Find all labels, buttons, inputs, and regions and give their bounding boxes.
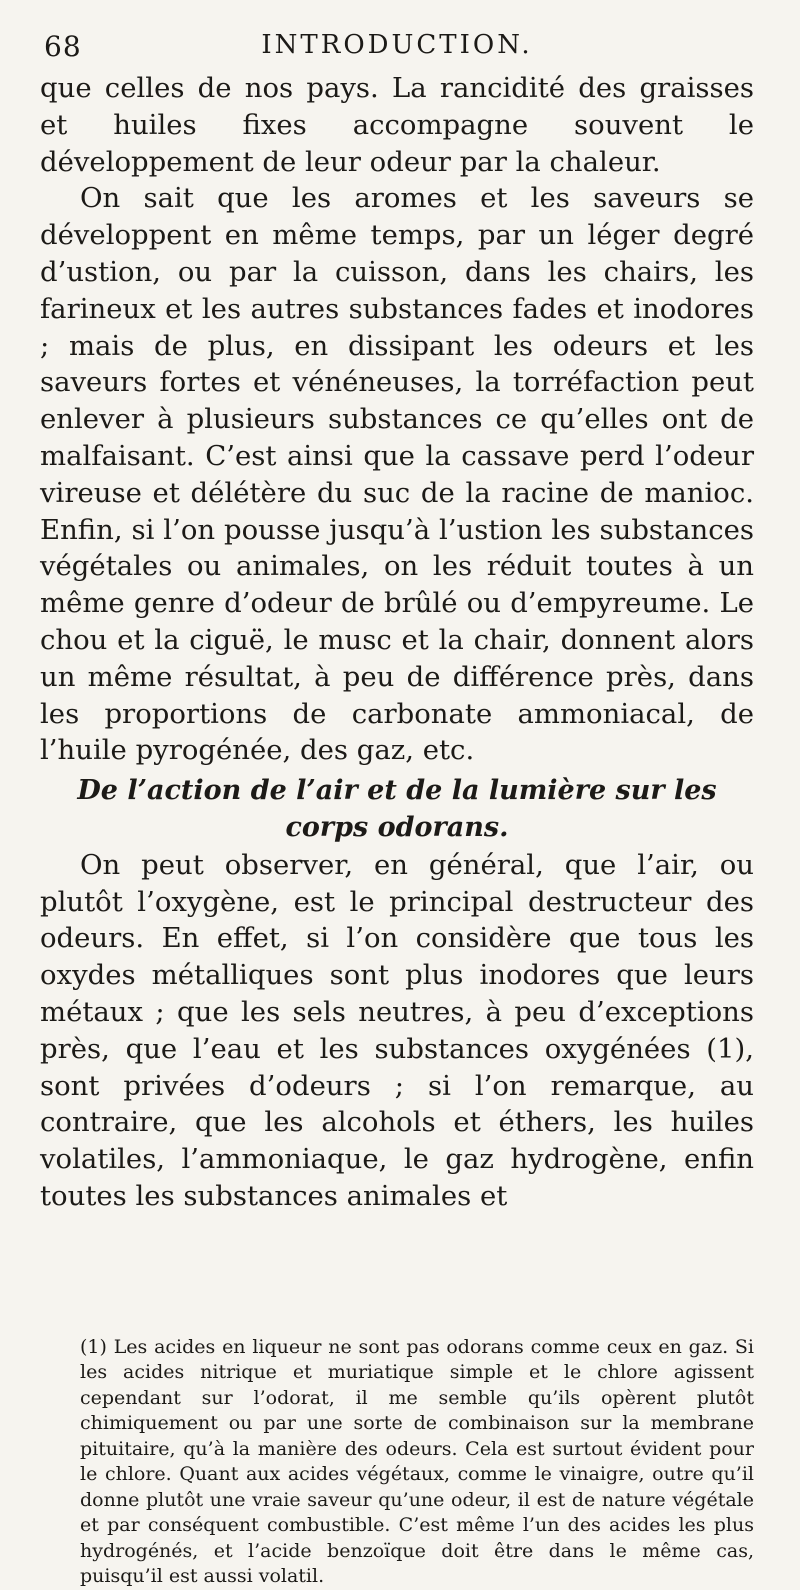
paragraph-continuation: que celles de nos pays. La rancidité des graisses et huiles fixes accompagne souvent le développement de leur odeur par la chaleur.: [40, 72, 754, 178]
footnote: [40, 1335, 754, 1590]
section-heading: De l’action de l’air et de la lumière sur les corps odorans.: [77, 775, 717, 843]
paragraph-roasting: On sait que les aromes et les saveurs se développent en même temps, par un léger degré d’ustion, ou par la cuisson, dans les chairs, les farineux et les autres substances fades et inodores ; mais de plus, en dissipant les odeurs et les saveurs fortes et vénéneuses, la torréfaction peut enlever à plusieurs substances ce qu’elles ont de malfaisant. C’est ainsi que la cassave perd l’odeur vireuse et délétère du suc de la racine de manioc. Enfin, si l’on pousse jusqu’à l’ustion les substances végétales ou animales, on les réduit toutes à un même genre d’odeur de brûlé ou d’empyreume. Le chou et la ciguë, le musc et la chair, donnent alors un même résultat, à peu de différence près, dans les proportions de carbonate ammoniacal, de l’huile pyrogénée, des gaz, etc.: [40, 182, 754, 767]
running-title: INTRODUCTION.: [261, 30, 533, 60]
footnote-text: (1) Les acides en liqueur ne sont pas odorans comme ceux en gaz. Si les acides nitrique et muriatique simple et le chlore agissent cependant sur l’odorat, il me semble qu’ils opèrent plutôt chimiquement ou par une sorte de combinaison sur la membrane pituitaire, qu’à la manière des odeurs. Cela est surtout évident pour le chlore. Quant aux acides végétaux, comme le vinaigre, outre qu’il donne plutôt une vraie saveur qu’une odeur, il est de nature végétale et par conséquent combustible. C’est même l’un des acides les plus hydrogénés, et l’acide benzoïque doit être dans le même cas, puisqu’il est aussi volatil.: [80, 1335, 754, 1588]
paragraph-oxygen: On peut observer, en général, que l’air, ou plutôt l’oxygène, est le principal destructeur des odeurs. En effet, si l’on considère que tous les oxydes métalliques sont plus inodores que leurs métaux ; que les sels neutres, à peu d’exceptions près, que l’eau et les substances oxygénées (1), sont privées d’odeurs ; si l’on remarque, au contraire, que les alcohols et éthers, les huiles volatiles, l’ammoniaque, le gaz hydrogène, enfin toutes les substances animales et: [40, 848, 754, 1212]
running-head: [40, 26, 754, 70]
body-text: [40, 70, 754, 1215]
page-number: 68: [44, 30, 82, 63]
